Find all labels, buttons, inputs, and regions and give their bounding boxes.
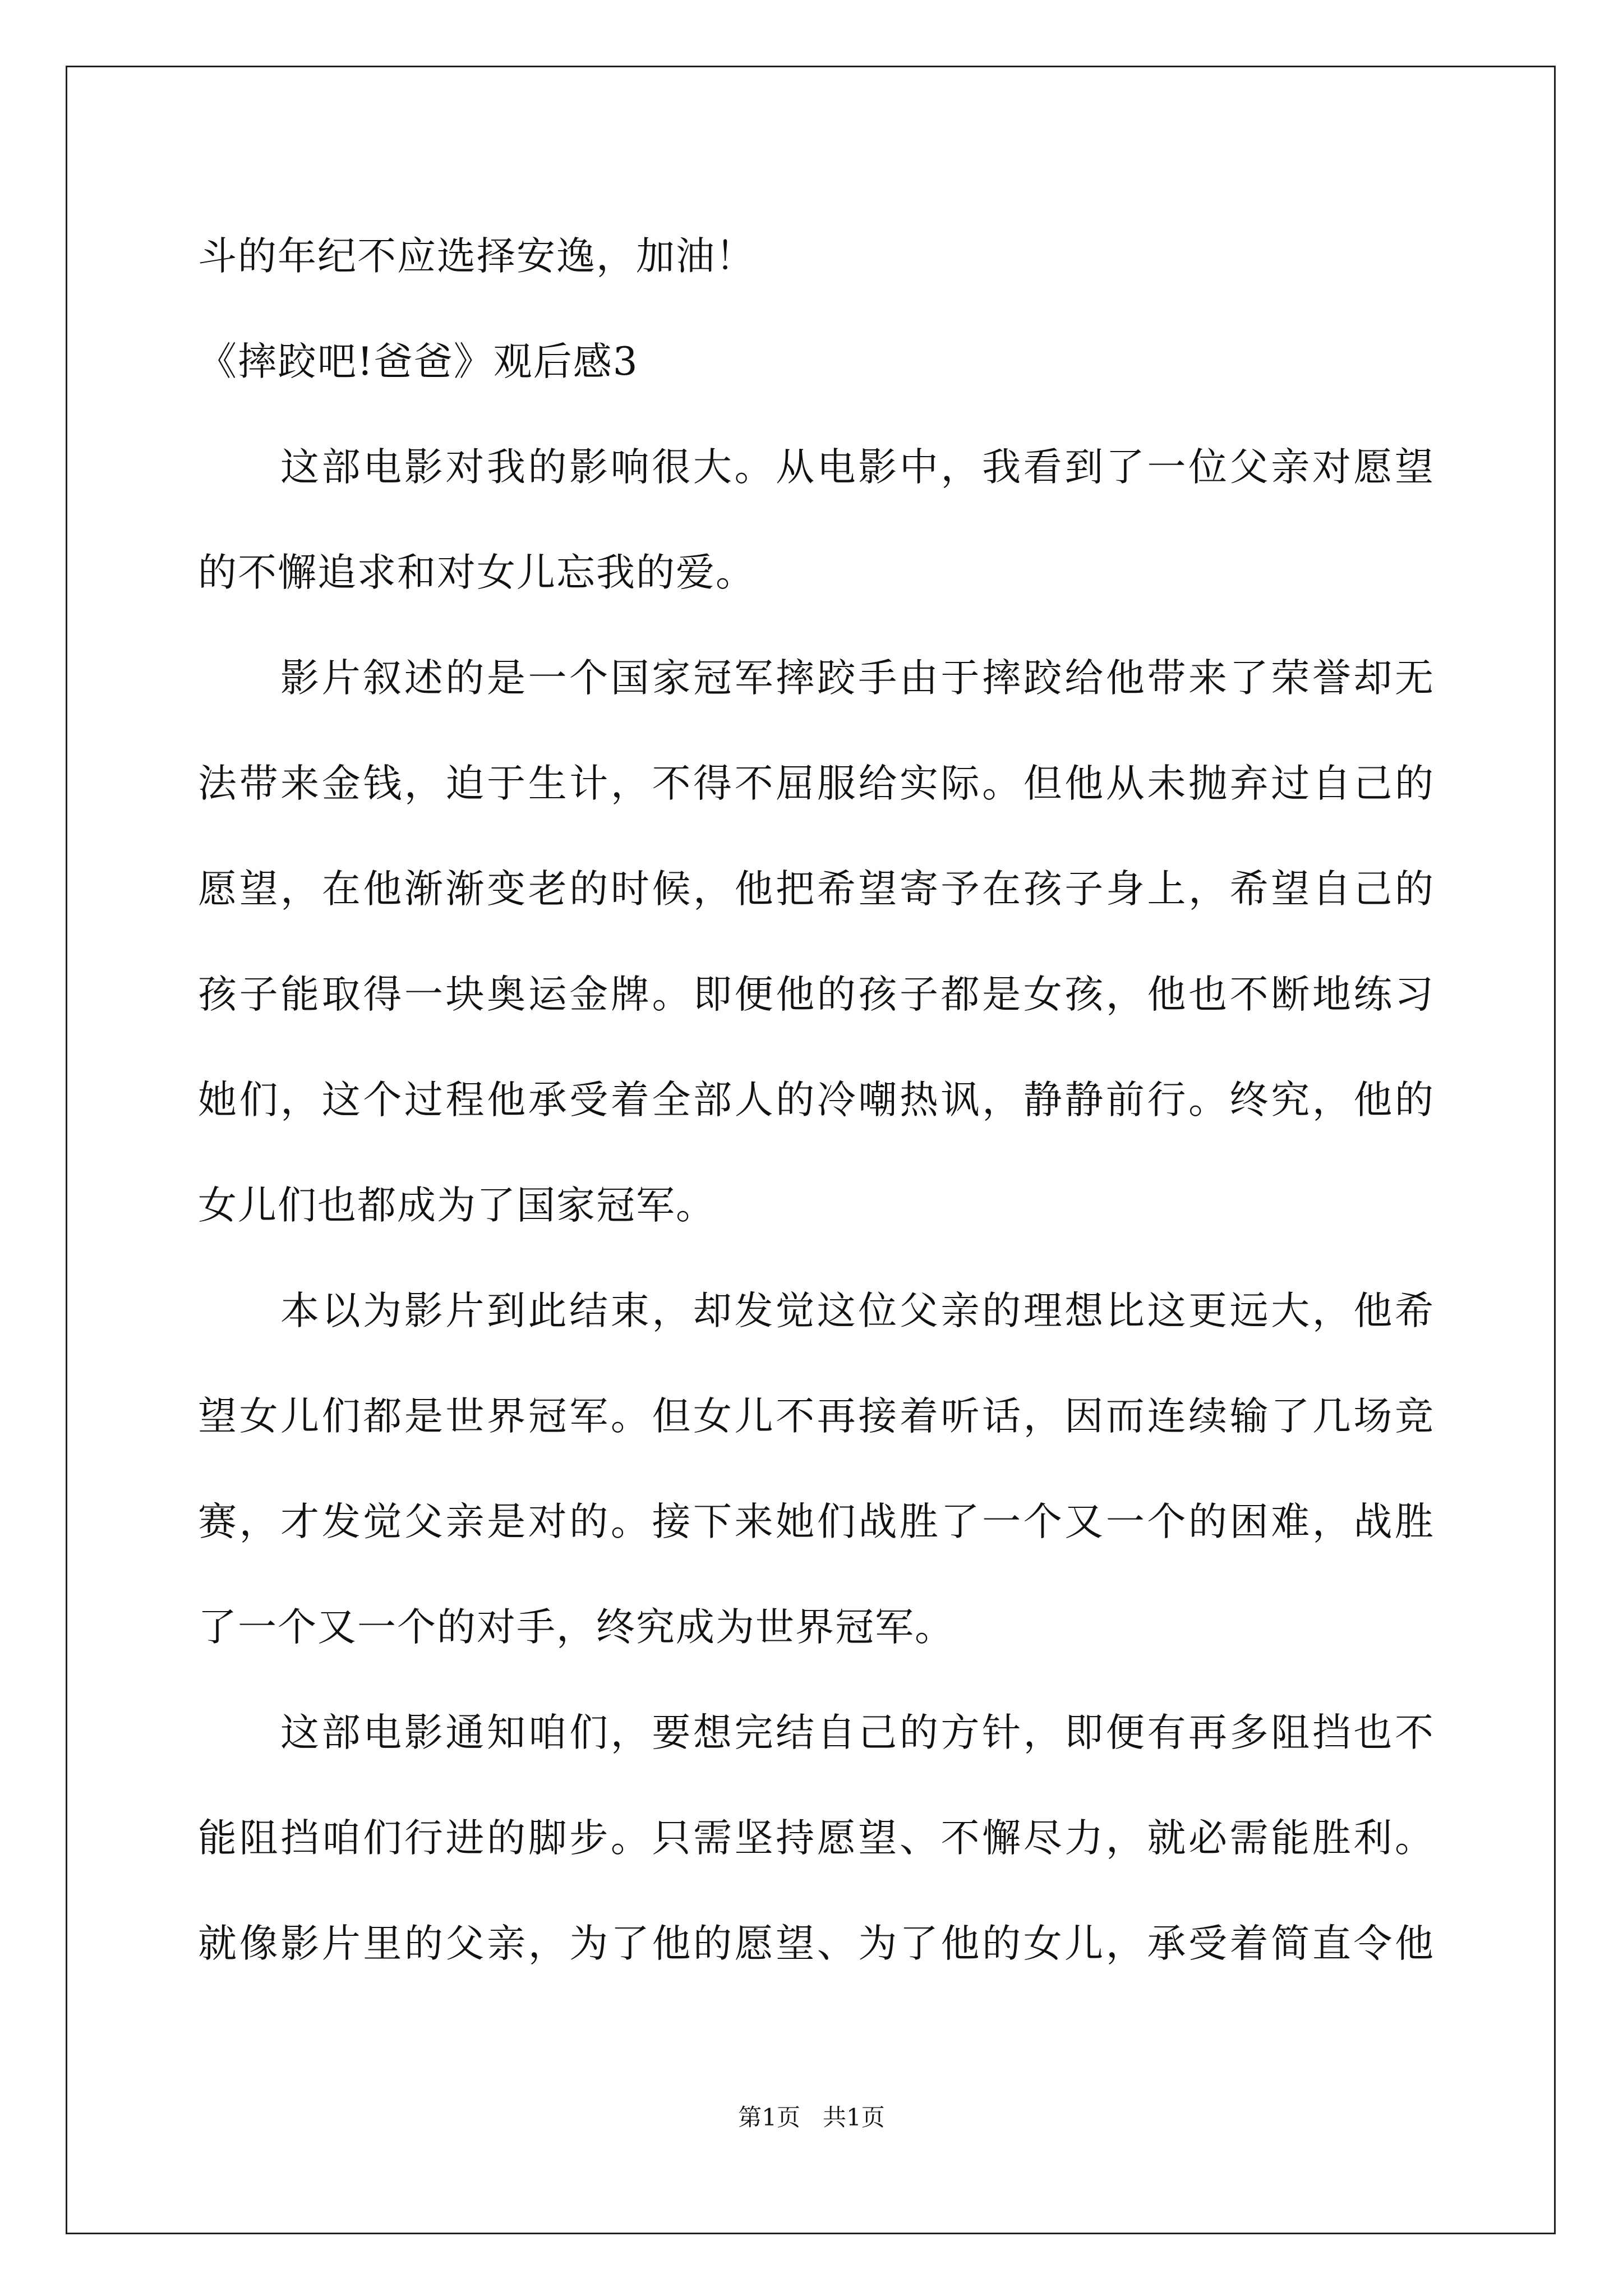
text-line: 影片叙述的是一个国家冠军摔跤手由于摔跤给他带来了荣誉却无 [280, 656, 1435, 701]
page-number-footer: 第1页 共1页 [738, 2104, 885, 2131]
text-line: 的不懈追求和对女儿忘我的爱。 [198, 550, 755, 595]
text-line: 能阻挡咱们行进的脚步。只需坚持愿望、不懈尽力，就必需能胜利。 [198, 1816, 1435, 1861]
text-line: 赛，才发觉父亲是对的。接下来她们战胜了一个又一个的困难，战胜 [198, 1499, 1435, 1544]
text-line: 了一个又一个的对手，终究成为世界冠军。 [198, 1605, 955, 1650]
text-line: 孩子能取得一块奥运金牌。即便他的孩子都是女孩，他也不断地练习 [198, 972, 1435, 1017]
text-line: 这部电影通知咱们，要想完结自己的方针，即便有再多阻挡也不 [280, 1710, 1435, 1755]
text-line: 女儿们也都成为了国家冠军。 [198, 1183, 716, 1228]
text-line: 愿望，在他渐渐变老的时候，他把希望寄予在孩子身上，希望自己的 [198, 867, 1435, 912]
text-line: 她们，这个过程他承受着全部人的冷嘲热讽，静静前行。终究，他的 [198, 1078, 1435, 1122]
text-line: 就像影片里的父亲，为了他的愿望、为了他的女儿，承受着简直令他 [198, 1921, 1435, 1966]
text-line: 斗的年纪不应选择安逸，加油！ [198, 234, 755, 279]
document-body [198, 204, 1435, 1996]
text-line: 法带来金钱，迫于生计，不得不屈服给实际。但他从未抛弃过自己的 [198, 761, 1435, 806]
text-line: 本以为影片到此结束，却发觉这位父亲的理想比这更远大，他希 [280, 1289, 1435, 1333]
text-line: 这部电影对我的影响很大。从电影中，我看到了一位父亲对愿望 [280, 445, 1435, 490]
text-line: 望女儿们都是世界冠军。但女儿不再接着听话，因而连续输了几场竞 [198, 1394, 1435, 1439]
article-title: 《摔跤吧!爸爸》观后感3 [198, 339, 639, 384]
